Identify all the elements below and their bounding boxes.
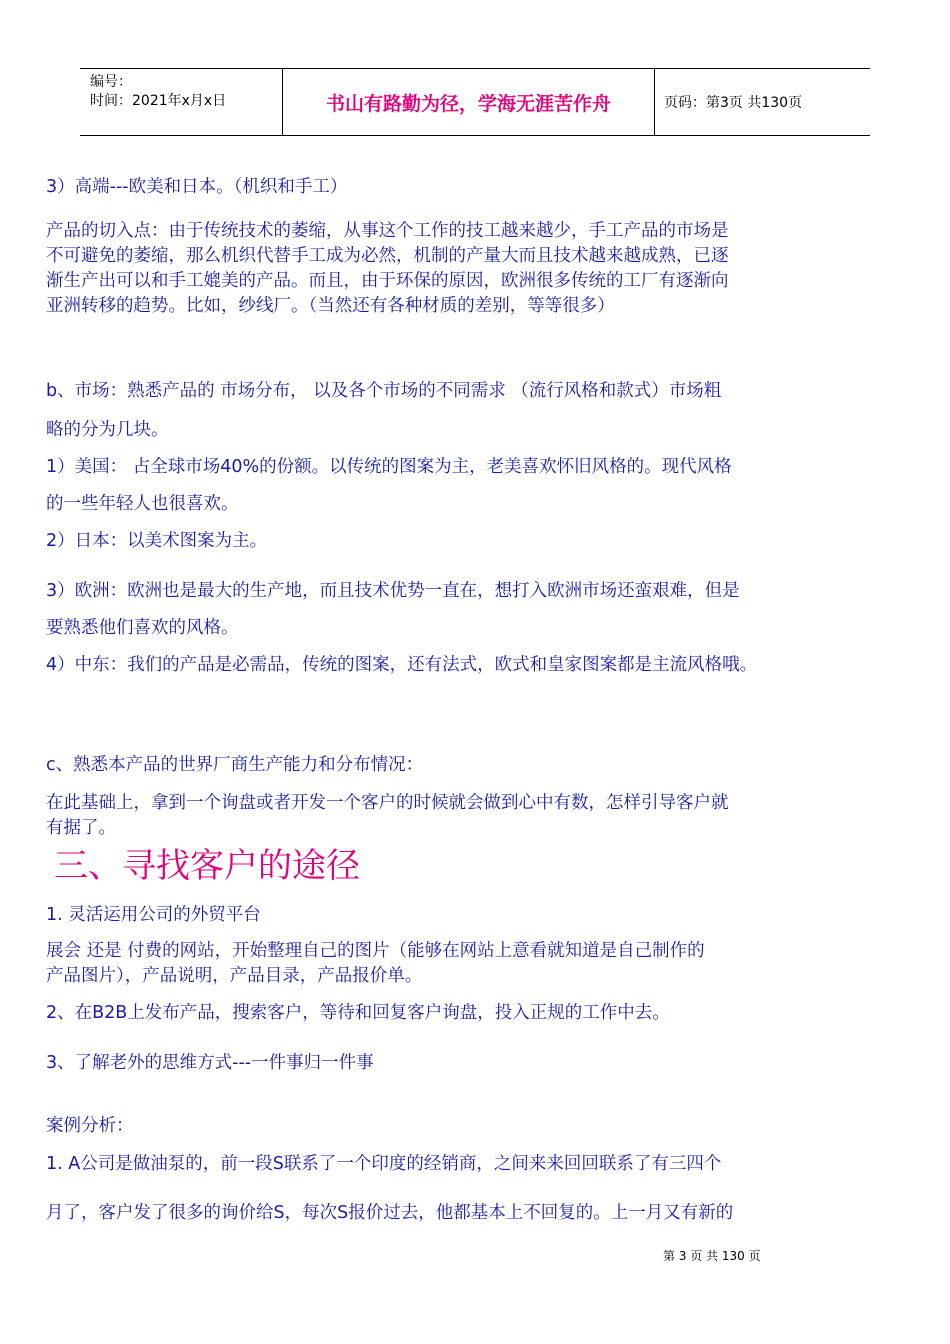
- paragraph-line: 的一些年轻人也很喜欢。: [46, 494, 239, 514]
- paragraph: 4）中东：我们的产品是必需品，传统的图案，还有法式，欧式和皇家图案都是主流风格哦。: [46, 655, 758, 675]
- page-header: [80, 68, 870, 136]
- paragraph: 3、了解老外的思维方式---一件事归一件事: [46, 1053, 374, 1073]
- paragraph-line: 要熟悉他们喜欢的风格。: [46, 618, 239, 638]
- paragraph: 2、在B2B上发布产品，搜索客户，等待和回复客户询盘，投入正规的工作中去。: [46, 1003, 670, 1023]
- number-label: 编号：: [90, 74, 132, 90]
- paragraph-line: 产品的切入点：由于传统技术的萎缩，从事这个工作的技工越来越少，手工产品的市场是: [46, 221, 729, 241]
- paragraph: 3）高端---欧美和日本。（机织和手工）: [46, 177, 348, 197]
- date-label: 时间：2021年x月x日: [90, 93, 227, 109]
- page-footer: 第 3 页 共 130 页: [663, 1249, 761, 1263]
- paragraph: 2）日本：以美术图案为主。: [46, 531, 268, 551]
- paragraph-line: 亚洲转移的趋势。比如，纱线厂。（当然还有各种材质的差别，等等很多）: [46, 296, 615, 316]
- paragraph-line: 在此基础上，拿到一个询盘或者开发一个客户的时候就会做到心中有数，怎样引导客户就: [46, 793, 729, 813]
- header-motto: 书山有路勤为径，学海无涯苦作舟: [282, 69, 655, 135]
- header-page-info: 页码：第3页 共130页: [664, 95, 803, 111]
- paragraph-line: 1. A公司是做油泵的，前一段S联系了一个印度的经销商，之间来来回回联系了有三四个: [46, 1154, 722, 1174]
- paragraph-line: 展会 还是 付费的网站，开始整理自己的图片（能够在网站上意看就知道是自己制作的: [46, 941, 705, 961]
- section-heading: 三、寻找客户的途径: [54, 846, 360, 886]
- paragraph: c、熟悉本产品的世界厂商生产能力和分布情况：: [46, 755, 424, 775]
- paragraph-line: 1）美国： 占全球市场40%的份额。以传统的图案为主，老美喜欢怀旧风格的。现代风格: [46, 457, 732, 477]
- paragraph-line: 渐生产出可以和手工媲美的产品。而且，由于环保的原因，欧洲很多传统的工厂有逐渐向: [46, 271, 729, 291]
- paragraph-line: 月了，客户发了很多的询价给S，每次S报价过去，他都基本上不回复的。上一月又有新的: [46, 1203, 734, 1223]
- paragraph-line: b、市场：熟悉产品的 市场分布， 以及各个市场的不同需求 （流行风格和款式）市场粗: [46, 381, 722, 401]
- paragraph-line: 略的分为几块。: [46, 420, 169, 440]
- header-meta: [80, 69, 282, 135]
- paragraph-line: 不可避免的萎缩，那么机织代替手工成为必然，机制的产量大而且技术越来越成熟，已逐: [46, 246, 729, 266]
- paragraph-line: 有据了。: [46, 818, 116, 838]
- paragraph-line: 3）欧洲：欧洲也是最大的生产地，而且技术优势一直在，想打入欧洲市场还蛮艰难，但是: [46, 581, 740, 601]
- paragraph: 1. 灵活运用公司的外贸平台: [46, 905, 261, 925]
- paragraph-line: 产品图片），产品说明，产品目录，产品报价单。: [46, 966, 423, 986]
- paragraph: 案例分析：: [46, 1116, 134, 1136]
